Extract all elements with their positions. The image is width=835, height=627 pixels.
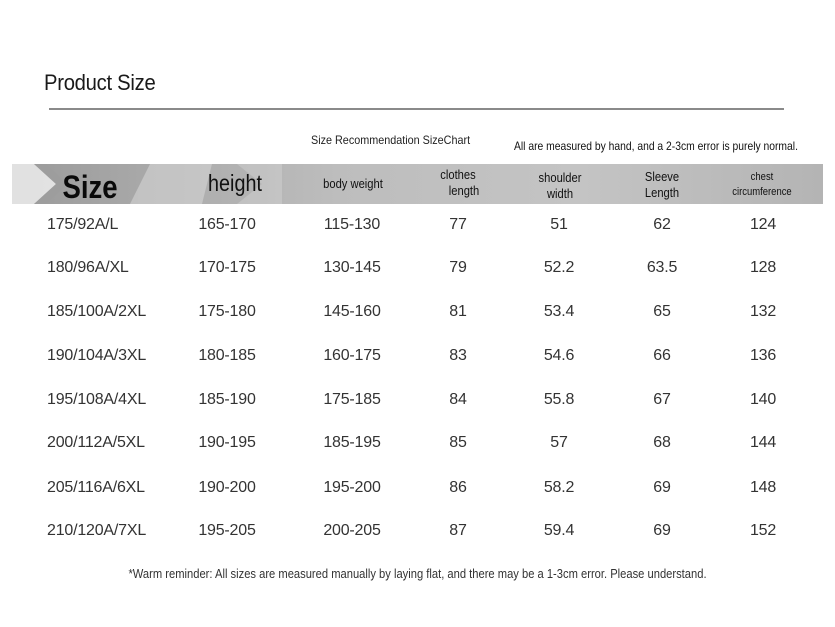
cell-height: 185-190	[198, 391, 256, 408]
cell-size: 195/108A/4XL	[47, 391, 147, 408]
cell-sleeve-length: 67	[653, 391, 671, 408]
cell-height: 190-195	[198, 434, 256, 451]
cell-height: 165-170	[198, 216, 256, 233]
cell-chest-circumference: 144	[749, 434, 777, 451]
cell-shoulder-width: 53.4	[543, 303, 575, 320]
cell-clothes-length: 84	[449, 391, 467, 408]
cell-clothes-length: 87	[449, 522, 467, 539]
table-row	[0, 383, 835, 417]
shoulder-width-line2: width	[546, 186, 574, 202]
column-header-sleeve-length	[628, 169, 697, 202]
cell-shoulder-width: 55.8	[543, 391, 575, 408]
cell-height: 195-205	[198, 522, 256, 539]
cell-height: 190-200	[198, 479, 256, 496]
column-header-height: height	[208, 170, 262, 196]
cell-body-weight: 185-195	[323, 434, 381, 451]
table-row	[0, 295, 835, 329]
warm-reminder-note: *Warm reminder: All sizes are measured manually by laying flat, and there may be a 1-3cm error. Please understand.	[128, 566, 707, 581]
cell-body-weight: 160-175	[323, 347, 381, 364]
cell-sleeve-length: 68	[653, 434, 671, 451]
cell-size: 190/104A/3XL	[47, 347, 147, 364]
table-row	[0, 339, 835, 373]
cell-chest-circumference: 140	[749, 391, 777, 408]
shoulder-width-line1: shoulder	[538, 170, 582, 185]
cell-shoulder-width: 59.4	[543, 522, 575, 539]
table-row	[0, 208, 835, 242]
cell-size: 210/120A/7XL	[47, 522, 147, 539]
cell-chest-circumference: 148	[749, 479, 777, 496]
cell-chest-circumference: 132	[749, 303, 777, 320]
cell-body-weight: 115-130	[323, 216, 381, 233]
sleeve-length-line2: Length	[644, 185, 680, 201]
cell-sleeve-length: 69	[653, 479, 671, 496]
cell-height: 175-180	[198, 303, 256, 320]
clothes-length-line2: length	[448, 183, 480, 199]
cell-size: 185/100A/2XL	[47, 303, 147, 320]
cell-shoulder-width: 57	[550, 434, 568, 451]
cell-clothes-length: 81	[449, 303, 467, 320]
cell-clothes-length: 86	[449, 479, 467, 496]
chest-circumference-line1: chest	[750, 171, 774, 183]
clothes-length-line1: clothes	[440, 167, 476, 182]
cell-chest-circumference: 136	[749, 347, 777, 364]
table-header-band	[12, 164, 823, 204]
cell-body-weight: 195-200	[323, 479, 381, 496]
column-header-clothes-length	[424, 167, 493, 200]
cell-sleeve-length: 63.5	[646, 259, 678, 276]
title-divider	[49, 108, 784, 110]
column-header-shoulder-width	[526, 170, 595, 203]
cell-sleeve-length: 66	[653, 347, 671, 364]
sleeve-length-line1: Sleeve	[644, 169, 680, 184]
cell-sleeve-length: 65	[653, 303, 671, 320]
page-title: Product Size	[44, 70, 156, 95]
cell-clothes-length: 79	[449, 259, 467, 276]
cell-clothes-length: 77	[449, 216, 467, 233]
column-header-size: Size	[62, 169, 118, 205]
column-header-chest-circumference	[719, 170, 805, 200]
measurement-note: All are measured by hand, and a 2-3cm error is purely normal.	[514, 139, 798, 153]
cell-sleeve-length: 62	[653, 216, 671, 233]
table-row	[0, 251, 835, 285]
cell-body-weight: 130-145	[323, 259, 381, 276]
cell-height: 170-175	[198, 259, 256, 276]
cell-size: 180/96A/XL	[47, 259, 129, 276]
cell-size: 175/92A/L	[47, 216, 119, 233]
cell-body-weight: 145-160	[323, 303, 381, 320]
cell-shoulder-width: 58.2	[543, 479, 575, 496]
table-row	[0, 426, 835, 460]
cell-sleeve-length: 69	[653, 522, 671, 539]
cell-height: 180-185	[198, 347, 256, 364]
table-row	[0, 471, 835, 505]
cell-size: 205/116A/6XL	[47, 479, 145, 496]
cell-clothes-length: 85	[449, 434, 467, 451]
cell-body-weight: 175-185	[323, 391, 381, 408]
cell-clothes-length: 83	[449, 347, 467, 364]
size-recommendation-label: Size Recommendation SizeChart	[311, 133, 471, 147]
cell-shoulder-width: 54.6	[543, 347, 575, 364]
cell-shoulder-width: 51	[550, 216, 568, 233]
chest-circumference-line2: circumference	[732, 185, 792, 198]
cell-size: 200/112A/5XL	[47, 434, 145, 451]
cell-shoulder-width: 52.2	[543, 259, 575, 276]
column-header-body-weight: body weight	[323, 176, 383, 191]
header-band-decoration	[12, 164, 823, 204]
table-row	[0, 514, 835, 548]
cell-chest-circumference: 152	[749, 522, 777, 539]
cell-chest-circumference: 124	[749, 216, 777, 233]
cell-chest-circumference: 128	[749, 259, 777, 276]
cell-body-weight: 200-205	[323, 522, 381, 539]
